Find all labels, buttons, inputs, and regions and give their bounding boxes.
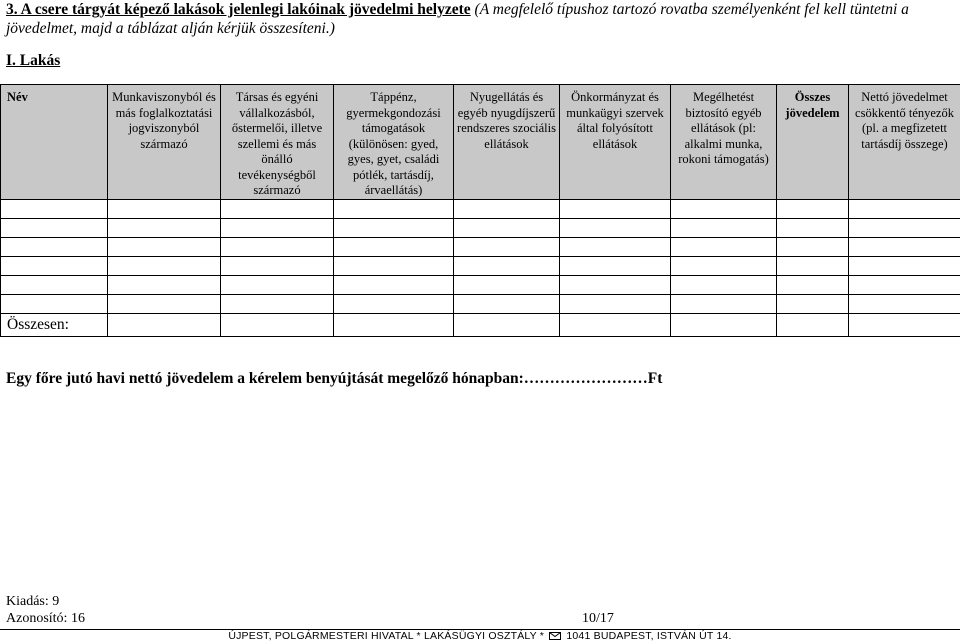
table-cell[interactable]	[334, 199, 454, 218]
heading-title: 3. A csere tárgyát képező lakások jelenlegi lakóinak jövedelmi helyzete	[6, 1, 471, 18]
total-cell[interactable]	[849, 313, 960, 336]
net-income-per-person-line: Egy főre jutó havi nettó jövedelem a kérelem benyújtását megelőző hónapban:……………………Ft	[6, 370, 663, 387]
office-name: ÚJPEST, POLGÁRMESTERI HIVATAL * LAKÁSÜGYI OSZTÁLY *	[228, 630, 545, 642]
table-cell[interactable]	[221, 294, 334, 313]
page-number: 10/17	[582, 611, 614, 626]
table-cell[interactable]	[221, 275, 334, 294]
table-cell[interactable]	[777, 275, 849, 294]
office-footer	[0, 630, 960, 642]
table-cell[interactable]	[560, 275, 671, 294]
heading-note: (A megfelelő típushoz tartozó rovatba személyenként fel kell tüntetni a jövedelmet, majd a táblázat alján kérjük összesíteni.)	[6, 1, 909, 37]
table-cell[interactable]	[777, 294, 849, 313]
table-cell[interactable]	[1, 199, 108, 218]
table-cell[interactable]	[454, 275, 560, 294]
total-cell[interactable]	[334, 313, 454, 336]
table-cell[interactable]	[671, 275, 777, 294]
table-cell[interactable]	[777, 256, 849, 275]
table-cell[interactable]	[454, 256, 560, 275]
table-cell[interactable]	[560, 218, 671, 237]
table-cell[interactable]	[334, 256, 454, 275]
table-cell[interactable]	[1, 256, 108, 275]
table-cell[interactable]	[221, 218, 334, 237]
table-cell[interactable]	[849, 275, 960, 294]
table-cell[interactable]	[671, 218, 777, 237]
issue-number: Kiadás: 9	[6, 594, 60, 609]
table-cell[interactable]	[849, 199, 960, 218]
table-cell[interactable]	[671, 256, 777, 275]
table-row	[1, 237, 960, 256]
table-cell[interactable]	[849, 237, 960, 256]
table-cell[interactable]	[777, 199, 849, 218]
table-cell[interactable]	[108, 237, 221, 256]
table-cell[interactable]	[560, 256, 671, 275]
table-row	[1, 199, 960, 218]
table-cell[interactable]	[334, 218, 454, 237]
table-cell[interactable]	[334, 275, 454, 294]
table-cell[interactable]	[849, 218, 960, 237]
total-cell[interactable]	[108, 313, 221, 336]
column-header-deductions: Nettó jövedelmet csökkentő tényezők (pl. a megfizetett tartásdíj összege)	[849, 85, 960, 200]
document-identifier: Azonosító: 16	[6, 611, 85, 626]
table-cell[interactable]	[221, 256, 334, 275]
table-cell[interactable]	[454, 218, 560, 237]
table-cell[interactable]	[560, 199, 671, 218]
office-address: 1041 BUDAPEST, ISTVÁN ÚT 14.	[566, 630, 732, 642]
table-cell[interactable]	[777, 218, 849, 237]
document-heading	[6, 0, 954, 38]
table-cell[interactable]	[1, 294, 108, 313]
table-row	[1, 275, 960, 294]
total-row	[1, 313, 960, 336]
column-header-enterprise: Társas és egyéni vállalkozásból, őstermelői, illetve szellemi és más önálló tevékenységből származó	[221, 85, 334, 200]
table-cell[interactable]	[334, 237, 454, 256]
table-row	[1, 256, 960, 275]
table-cell[interactable]	[221, 237, 334, 256]
table-cell[interactable]	[1, 275, 108, 294]
column-header-municipal: Önkormányzat és munkaügyi szervek által folyósított ellátások	[560, 85, 671, 200]
section-title: I. Lakás	[6, 52, 61, 69]
table-cell[interactable]	[671, 294, 777, 313]
total-cell[interactable]	[560, 313, 671, 336]
table-cell[interactable]	[671, 199, 777, 218]
total-label: Összesen:	[1, 313, 108, 336]
table-cell[interactable]	[777, 237, 849, 256]
total-cell[interactable]	[671, 313, 777, 336]
table-cell[interactable]	[1, 237, 108, 256]
table-cell[interactable]	[108, 294, 221, 313]
column-header-pension: Nyugellátás és egyéb nyugdíjszerű rendszeres szociális ellátások	[454, 85, 560, 200]
table-cell[interactable]	[108, 275, 221, 294]
table-cell[interactable]	[108, 218, 221, 237]
total-cell[interactable]	[777, 313, 849, 336]
table-cell[interactable]	[108, 199, 221, 218]
column-header-name: Név	[1, 85, 108, 200]
table-cell[interactable]	[849, 256, 960, 275]
table-cell[interactable]	[849, 294, 960, 313]
column-header-employment: Munkaviszonyból és más foglalkoztatási jogviszonyból származó	[108, 85, 221, 200]
table-cell[interactable]	[560, 237, 671, 256]
total-cell[interactable]	[221, 313, 334, 336]
table-cell[interactable]	[671, 237, 777, 256]
table-cell[interactable]	[108, 256, 221, 275]
table-cell[interactable]	[334, 294, 454, 313]
column-header-other: Megélhetést biztosító egyéb ellátások (pl: alkalmi munka, rokoni támogatás)	[671, 85, 777, 200]
total-cell[interactable]	[454, 313, 560, 336]
table-cell[interactable]	[454, 294, 560, 313]
column-header-sick-pay: Táppénz, gyermekgondozási támogatások (különösen: gyed, gyes, gyet, családi pótlék, tartásdíj, árvaellátás)	[334, 85, 454, 200]
table-header-row	[1, 85, 960, 200]
table-cell[interactable]	[454, 199, 560, 218]
table-cell[interactable]	[454, 237, 560, 256]
table-cell[interactable]	[1, 218, 108, 237]
envelope-icon	[549, 632, 561, 640]
table-row	[1, 218, 960, 237]
table-cell[interactable]	[221, 199, 334, 218]
table-cell[interactable]	[560, 294, 671, 313]
income-table	[0, 84, 960, 337]
table-row	[1, 294, 960, 313]
column-header-total: Összes jövedelem	[777, 85, 849, 200]
